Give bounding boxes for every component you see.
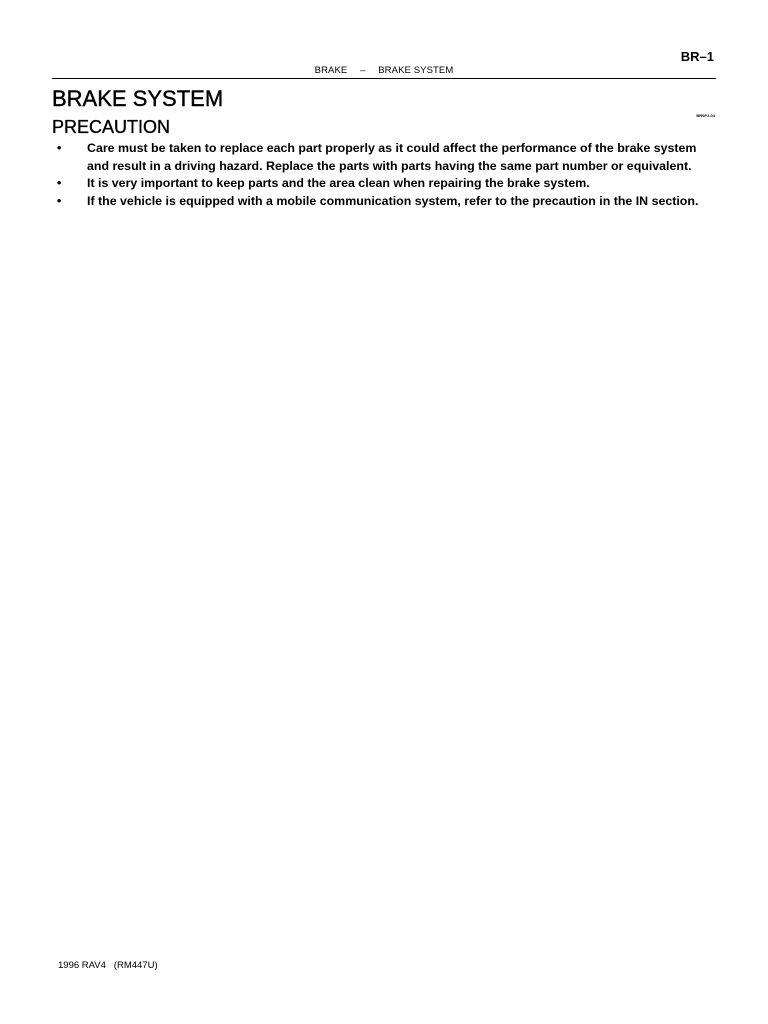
running-header-separator: – (360, 65, 366, 76)
list-item-text: Care must be taken to replace each part properly as it could affect the performance of the brake system and result in a driving hazard. Replace the parts with parts having the same part number or equivalent. (87, 141, 697, 173)
list-item (52, 140, 718, 175)
bullet: • (57, 176, 62, 190)
bullet: • (57, 193, 62, 208)
footer-model: 1996 RAV4 (RM447U) (58, 960, 158, 971)
running-header-chapter: BRAKE (314, 65, 348, 76)
list-item (52, 175, 718, 193)
list-item-text: It is very important to keep parts and the area clean when repairing the brake system. (87, 176, 590, 190)
page-number: BR–1 (680, 49, 714, 64)
precaution-list (52, 140, 718, 210)
list-item (52, 193, 718, 211)
running-header-section: BRAKE SYSTEM (378, 65, 454, 76)
bullet: • (57, 141, 62, 155)
list-item-text: If the vehicle is equipped with a mobile communication system, refer to the precaution in the IN section. (87, 193, 699, 208)
section-title: BRAKE SYSTEM (52, 86, 224, 111)
sub-title: PRECAUTION (52, 117, 171, 137)
header-rule (52, 78, 716, 79)
running-header (52, 65, 716, 76)
doc-code: BR0PJ-04 (696, 113, 715, 118)
